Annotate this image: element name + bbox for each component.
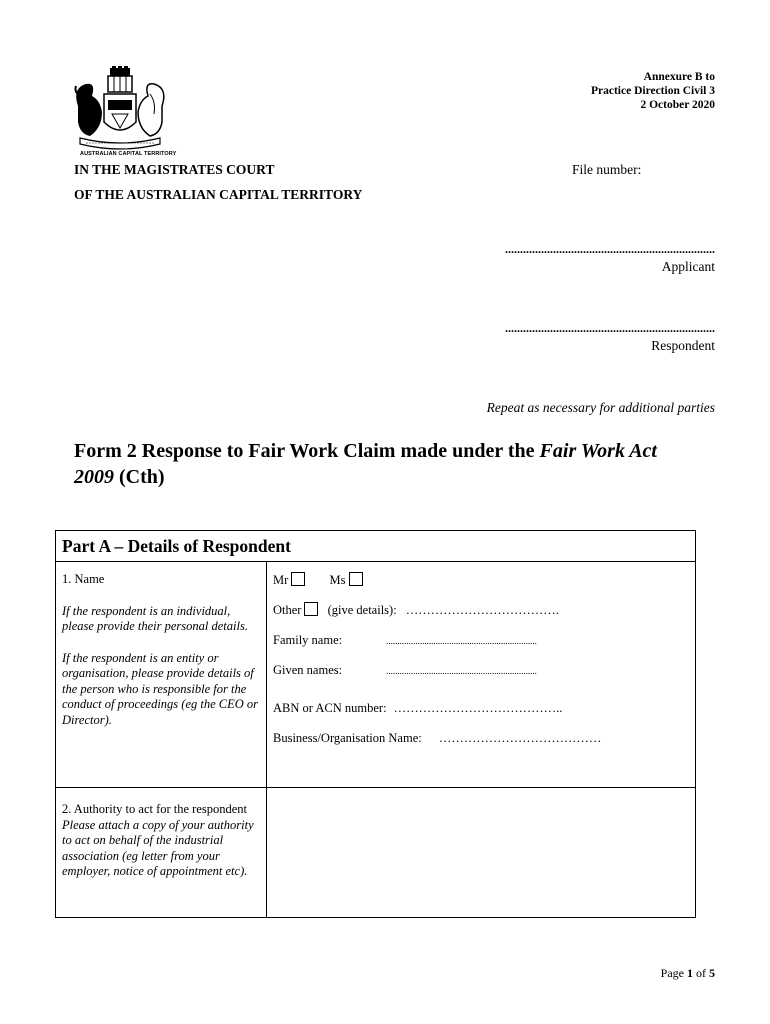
page-total: 5 xyxy=(709,966,715,980)
given-names-label: Given names: xyxy=(273,663,343,677)
individual-note: If the respondent is an individual, please provide their personal details. xyxy=(62,603,248,633)
abn-label: ABN or ACN number: xyxy=(273,701,387,715)
give-details-field[interactable]: ………………………………. xyxy=(405,603,559,617)
authority-field[interactable] xyxy=(267,788,696,918)
form-title-part-3: (Cth) xyxy=(114,466,165,488)
applicant-field[interactable]: ...................................................................... xyxy=(505,242,715,256)
give-details-label: (give details): xyxy=(327,603,397,617)
court-name-line-2: OF THE AUSTRALIAN CAPITAL TERRITORY xyxy=(74,187,363,202)
coat-of-arms xyxy=(70,66,170,158)
mr-label: Mr xyxy=(273,573,289,587)
respondent-field[interactable]: ...................................................................... xyxy=(505,321,715,335)
section-2-label-cell xyxy=(56,788,267,918)
annexure-line-3: 2 October 2020 xyxy=(640,99,715,111)
authority-note: Please attach a copy of your authority to act on behalf of the industrial association (eg letter from your employer, notice of appointment etc). xyxy=(62,817,254,878)
section-1-fields-cell xyxy=(267,562,696,788)
section-2-label: 2. Authority to act for the respondent xyxy=(62,802,248,816)
section-1-label-cell xyxy=(56,562,267,788)
annexure-line-1: Annexure B to xyxy=(643,71,715,83)
ms-label: Ms xyxy=(329,573,346,587)
court-name-line-1: IN THE MAGISTRATES COURT xyxy=(74,162,275,177)
other-checkbox[interactable] xyxy=(304,602,318,616)
business-name-field[interactable]: ………………………………… xyxy=(438,731,602,745)
part-a-table xyxy=(55,530,696,918)
annexure-reference xyxy=(591,70,715,112)
page-word: Page xyxy=(660,966,684,980)
form-title xyxy=(74,438,694,490)
respondent-label: Respondent xyxy=(651,338,715,353)
form-title-act-name: Fair Work Act 2009 xyxy=(74,440,657,488)
file-number-label: File number: xyxy=(572,162,642,177)
family-name-label: Family name: xyxy=(273,633,343,647)
crest-caption: AUSTRALIAN CAPITAL TERRITORY xyxy=(80,151,177,157)
of-word: of xyxy=(696,966,706,980)
page-number xyxy=(661,966,715,981)
section-1-label: 1. Name xyxy=(62,572,105,586)
abn-field[interactable]: ………………………………….. xyxy=(393,701,563,715)
other-label: Other xyxy=(273,603,302,617)
ms-checkbox[interactable] xyxy=(349,572,363,586)
act-coat-of-arms-icon xyxy=(70,66,170,158)
business-name-label: Business/Organisation Name: xyxy=(273,731,422,745)
annexure-line-2: Practice Direction Civil 3 xyxy=(590,85,715,97)
page-current: 1 xyxy=(687,966,693,980)
given-names-field[interactable]: ................................................................... xyxy=(386,666,537,676)
mr-checkbox[interactable] xyxy=(291,572,305,586)
part-a-heading: Part A – Details of Respondent xyxy=(56,531,696,562)
entity-note: If the respondent is an entity or organisation, please provide details of the person who is responsible for the conduct of proceedings (eg the CEO or Director). xyxy=(62,650,259,727)
family-name-field[interactable]: ................................................................... xyxy=(386,636,537,646)
form-title-part-1: Form 2 Response to Fair Work Claim made under the xyxy=(74,440,540,462)
repeat-note: Repeat as necessary for additional parties xyxy=(486,400,715,415)
applicant-label: Applicant xyxy=(661,259,715,274)
